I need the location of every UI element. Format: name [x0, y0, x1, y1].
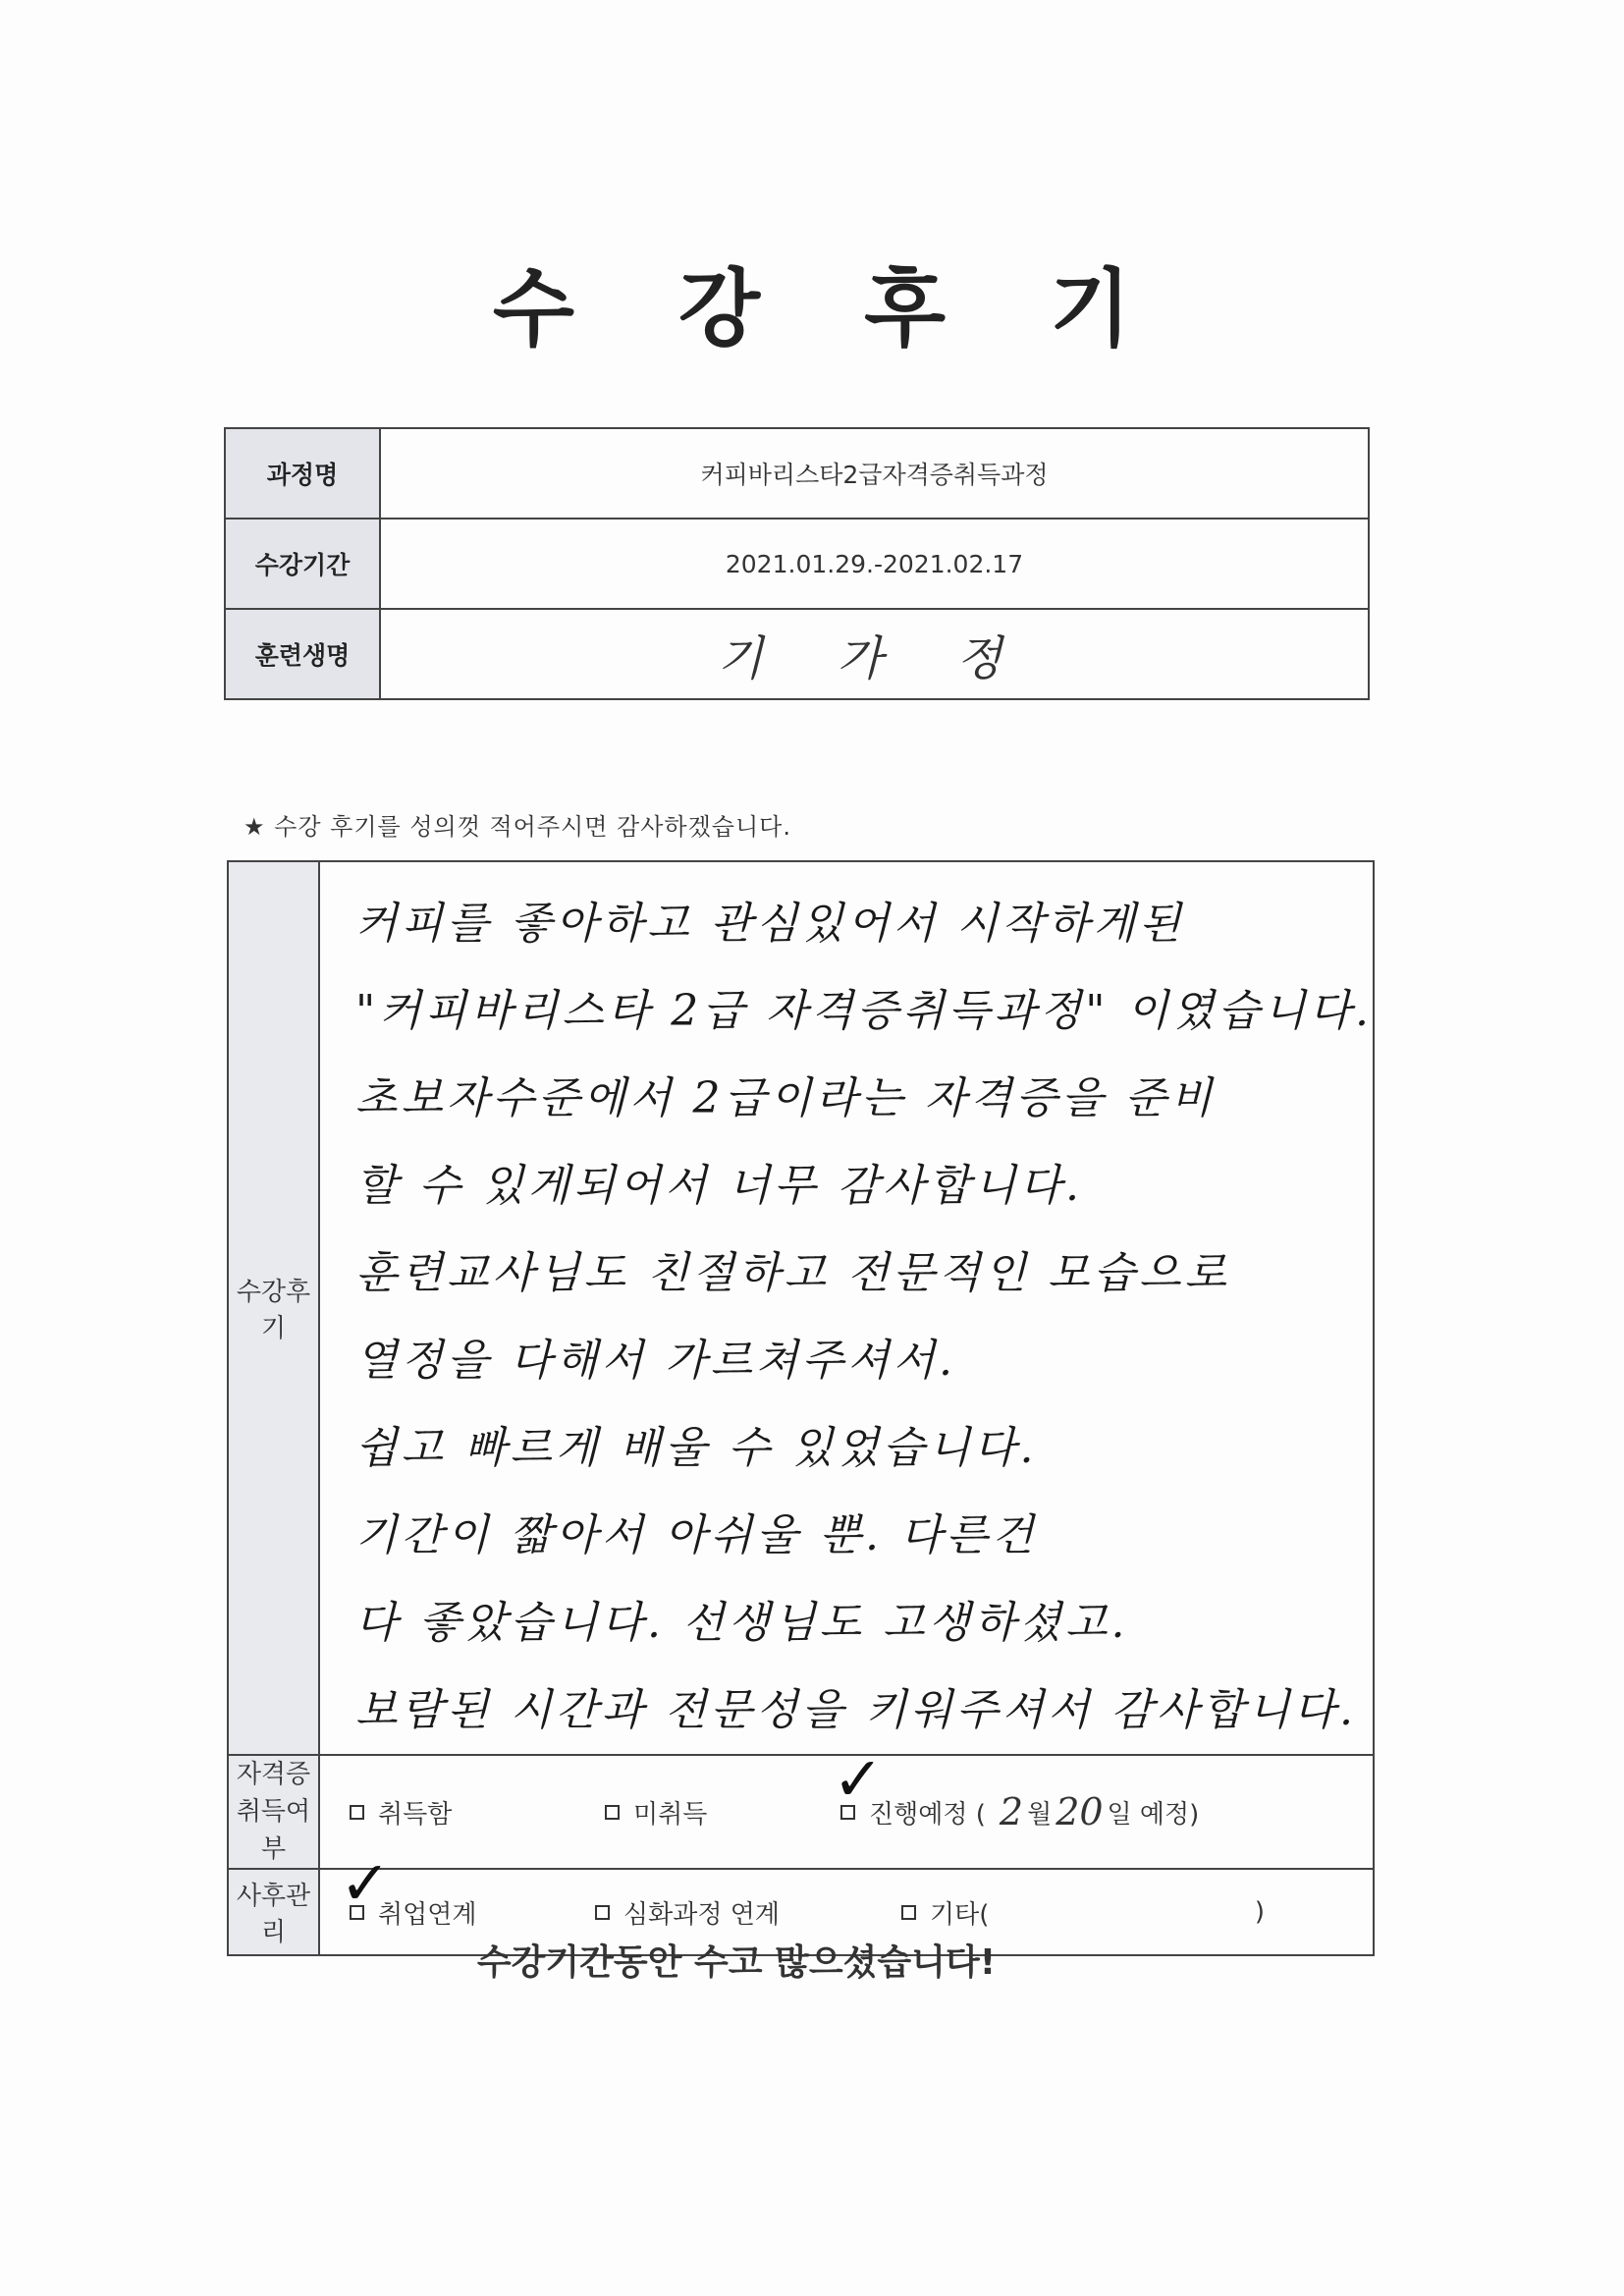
review-line: 기간이 짧아서 아쉬울 뿐. 다른건: [355, 1510, 1038, 1560]
review-line: 쉽고 빠르게 배울 수 있었습니다.: [355, 1423, 1038, 1473]
review-line: 초보자수준에서 2급이라는 자격증을 준비: [355, 1073, 1217, 1123]
review-line: 커피를 좋아하고 관심있어서 시작하게된: [355, 899, 1185, 949]
day-unit: 일 예정): [1107, 1799, 1200, 1830]
review-line: 훈련교사님도 친절하고 전문적인 모습으로: [355, 1248, 1231, 1298]
checkbox[interactable]: [605, 1805, 620, 1820]
checkbox[interactable]: [901, 1905, 916, 1920]
course-row: [225, 428, 1369, 519]
trainee-row: [225, 609, 1369, 699]
check-mark-icon: ✓: [340, 1846, 391, 1919]
footer-message: 수강기간동안 수고 많으셨습니다!: [476, 1942, 997, 1983]
option-advanced-course-label: 심화과정 연계: [623, 1899, 780, 1930]
review-label: 수강후기: [228, 861, 319, 1755]
trainee-label: 훈련생명: [225, 609, 380, 699]
aftercare-label: 사후관리: [228, 1869, 319, 1955]
review-table: [227, 860, 1375, 1956]
course-value: 커피바리스타2급자격증취득과정: [380, 428, 1369, 519]
certificate-options-inner: [320, 1743, 1373, 1868]
notice-text: ★ 수강 후기를 성의껏 적어주시면 감사하겠습니다.: [244, 813, 791, 841]
certificate-label-line2: 취득여부: [236, 1797, 311, 1864]
option-not-acquired-label: 미취득: [633, 1799, 708, 1830]
option-scheduled-label: 진행예정 (: [869, 1799, 986, 1830]
review-row: [228, 861, 1374, 1755]
course-label: 과정명: [225, 428, 380, 519]
certificate-row: [228, 1755, 1374, 1869]
page-title: 수 강 후 기: [492, 260, 1169, 358]
review-lines: [320, 862, 1373, 1754]
option-scheduled[interactable]: [833, 1743, 1200, 1833]
option-other-label: 기타(: [930, 1899, 990, 1930]
option-advanced-course[interactable]: [595, 1894, 901, 1931]
certificate-label-line1: 자격증: [236, 1760, 311, 1789]
option-not-acquired[interactable]: [605, 1794, 840, 1831]
month-value: 2: [999, 1790, 1024, 1833]
course-info-table: [224, 427, 1370, 700]
certificate-label: [228, 1755, 319, 1869]
trainee-value: 기 가 정: [717, 630, 1032, 686]
checkbox[interactable]: [595, 1905, 610, 1920]
certificate-options: [319, 1743, 1374, 1869]
review-line: 할 수 있게되어서 너무 감사합니다.: [355, 1161, 1083, 1211]
trainee-value-cell: [380, 609, 1369, 699]
period-value: 2021.01.29.-2021.02.17: [380, 519, 1369, 609]
option-acquired[interactable]: [350, 1794, 605, 1831]
month-unit: 월: [1027, 1799, 1053, 1830]
option-job-link[interactable]: [340, 1846, 595, 1931]
check-mark-icon: ✓: [833, 1743, 884, 1815]
review-line: 보람된 시간과 전문성을 키워주셔서 감사합니다.: [355, 1685, 1358, 1735]
option-other[interactable]: [901, 1894, 1265, 1931]
review-line: "커피바리스타 2급 자격증취득과정" 이였습니다.: [355, 986, 1373, 1036]
period-row: [225, 519, 1369, 609]
review-line: 열정을 다해서 가르쳐주셔서.: [355, 1336, 957, 1386]
option-acquired-label: 취득함: [378, 1799, 453, 1830]
checkbox[interactable]: [350, 1805, 364, 1820]
option-job-link-label: 취업연계: [378, 1899, 477, 1930]
review-line: 다 좋았습니다. 선생님도 고생하셨고.: [355, 1598, 1129, 1648]
day-value: 20: [1056, 1790, 1104, 1833]
option-other-close: ): [1254, 1897, 1265, 1927]
period-label: 수강기간: [225, 519, 380, 609]
review-text-area: [319, 861, 1374, 1755]
